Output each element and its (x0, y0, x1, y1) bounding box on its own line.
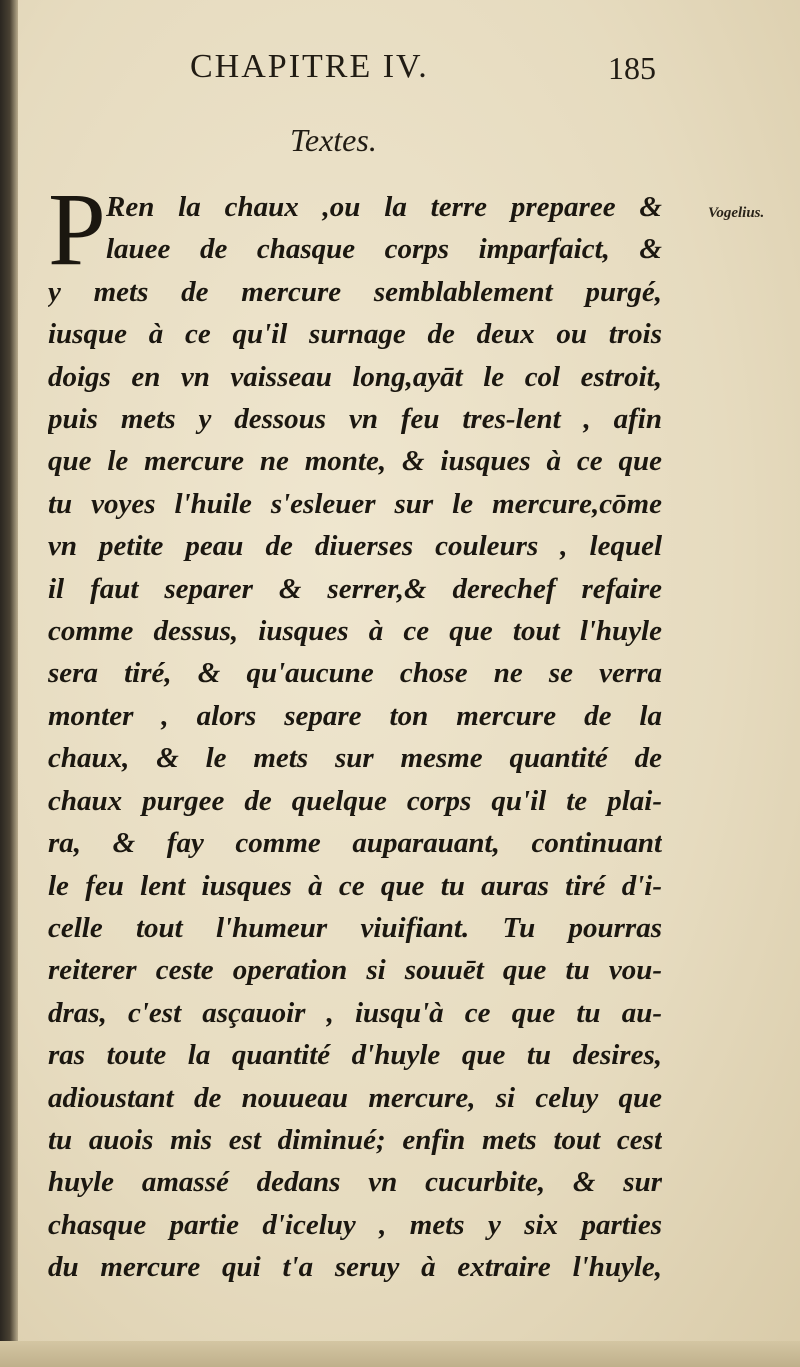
chapter-title: CHAPITRE IV. (190, 48, 429, 85)
text-line: celle tout l'humeur viuifiant. Tu pourras (48, 911, 662, 944)
text-line: vn petite peau de diuerses couleurs , lequel (48, 530, 662, 563)
text-line: Ren la chaux ,ou la terre preparee & (106, 191, 662, 223)
text-line: chaux, & le mets sur mesme quantité de (48, 742, 662, 775)
text-line: comme dessus, iusques à ce que tout l'huyle (48, 615, 662, 648)
text-line: huyle amassé dedans vn cucurbite, & sur (48, 1166, 662, 1199)
section-heading: Textes. (290, 122, 377, 158)
text-line: adioustant de nouueau mercure, si celuy que (48, 1081, 662, 1114)
text-line: iusque à ce qu'il surnage de deux ou trois (48, 318, 662, 351)
text-line: il faut separer & serrer,& derechef refaire (48, 572, 662, 605)
book-spine-shadow (0, 0, 18, 1367)
page-number: 185 (608, 50, 656, 86)
text-line: le feu lent iusques à ce que tu auras tiré d'i- (48, 869, 662, 902)
text-line: du mercure qui t'a seruy à extraire l'huyle, (48, 1251, 662, 1284)
page-bottom-edge (0, 1341, 800, 1367)
text-line: ra, & fay comme auparauant, continuant (48, 827, 662, 860)
text-line: reiterer ceste operation si souuēt que tu vou- (48, 954, 662, 987)
text-line: chasque partie d'iceluy , mets y six parties (48, 1208, 662, 1241)
text-line: lauee de chasque corps imparfaict, & (106, 233, 662, 266)
text-line: doigs en vn vaisseau long,ayāt le col estroit, (48, 360, 662, 393)
drop-cap: P (48, 172, 106, 287)
text-line: chaux purgee de quelque corps qu'il te plai- (48, 784, 662, 817)
text-line: que le mercure ne monte, & iusques à ce que (48, 445, 662, 478)
text-line: monter , alors separe ton mercure de la (48, 699, 662, 732)
text-line: sera tiré, & qu'aucune chose ne se verra (48, 657, 662, 690)
text-line: ras toute la quantité d'huyle que tu desires, (48, 1039, 662, 1072)
text-line: dras, c'est asçauoir , iusqu'à ce que tu au- (48, 996, 662, 1029)
running-head (190, 48, 690, 98)
text-line: tu voyes l'huile s'esleuer sur le mercure,cōme (48, 487, 662, 520)
body-text (48, 172, 662, 1289)
text-line: tu auois mis est diminué; enfin mets tout cest (48, 1123, 662, 1156)
text-line: y mets de mercure semblablement purgé, (48, 275, 662, 308)
margin-note: Vogelius. (708, 205, 765, 221)
text-line: puis mets y dessous vn feu tres-lent , afin (48, 403, 662, 436)
